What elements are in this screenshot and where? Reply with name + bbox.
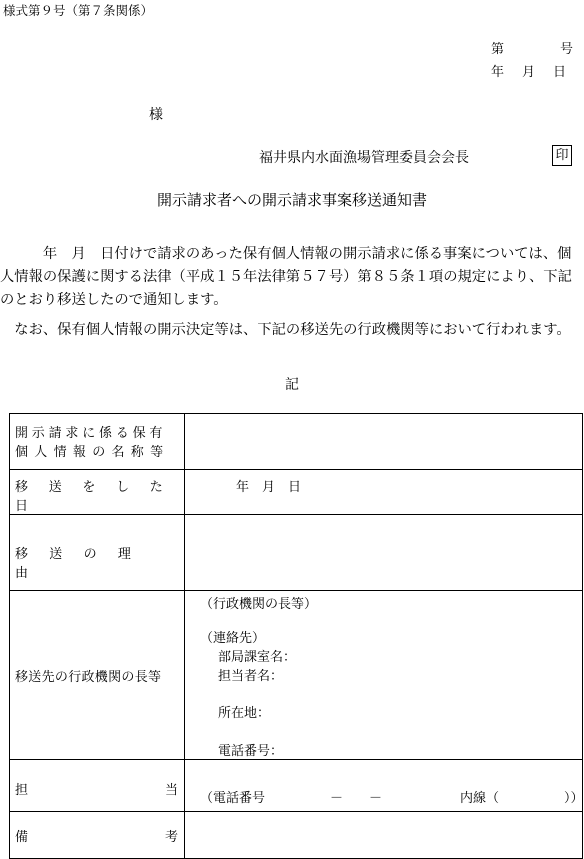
value-contact-person[interactable] xyxy=(185,760,583,812)
doc-date-month: 月 xyxy=(522,65,536,80)
doc-date-day: 日 xyxy=(553,65,567,80)
doc-number-go: 号 xyxy=(560,42,574,57)
sender-name: 福井県内水面漁場管理委員会会長 xyxy=(259,150,469,166)
body-paragraph-2: なお、保有個人情報の開示決定等は、下記の移送先の行政機関等において行われます。 xyxy=(0,322,571,338)
document-date xyxy=(491,61,566,80)
addressee-suffix: 様 xyxy=(149,107,163,123)
transfer-details-table xyxy=(9,413,583,859)
row-label-info-name xyxy=(10,414,185,470)
value-reason[interactable] xyxy=(185,515,583,591)
document-number xyxy=(491,38,573,57)
label-text: 個人情報の名称等 xyxy=(15,445,170,460)
label-text-left: 備 xyxy=(15,830,29,845)
row-label-transfer-date xyxy=(10,470,185,515)
value-destination[interactable] xyxy=(185,591,583,760)
table-row xyxy=(10,812,583,859)
form-number: 様式第９号（第７条関係） xyxy=(3,3,154,18)
contact-label: （連絡先） xyxy=(200,631,266,646)
table-row xyxy=(10,470,583,515)
label-text-right: 考 xyxy=(164,830,178,845)
label-text-left: 担 xyxy=(15,783,29,798)
doc-date-year: 年 xyxy=(491,65,505,80)
row-label-contact-person xyxy=(10,760,185,812)
label-text-right: 当 xyxy=(164,783,178,798)
label-line-2 xyxy=(10,443,184,462)
value-transfer-date[interactable] xyxy=(185,470,583,515)
row-label-reason xyxy=(10,515,185,591)
phone-field: 電話番号： xyxy=(218,744,284,759)
value-remarks[interactable] xyxy=(185,812,583,859)
seal-box: 印 xyxy=(552,145,572,166)
ki-heading: 記 xyxy=(285,377,299,393)
label-text: 開示請求に係る保有 xyxy=(15,426,167,441)
label-text: 移送先の行政機関の長等 xyxy=(15,669,162,685)
table-row xyxy=(10,414,583,470)
department-field: 部局課室名： xyxy=(218,650,297,665)
body-paragraph-1: 年 月 日付けで請求のあった保有個人情報の開示請求に係る事案については、個人情報の保護に関する法律（平成１５年法律第５７号）第８５条１項の規定により、下記のとおり移送したので通知します。 xyxy=(0,246,572,308)
doc-number-dai: 第 xyxy=(491,42,505,57)
table-row xyxy=(10,591,583,760)
date-placeholder: 年 月 日 xyxy=(236,480,302,495)
row-label-remarks xyxy=(10,812,185,859)
address-field: 所在地： xyxy=(218,706,271,721)
person-field: 担当者名： xyxy=(218,669,284,684)
value-info-name[interactable] xyxy=(185,414,583,470)
destination-head: （行政機関の長等） xyxy=(200,597,318,612)
phone-extension-line: （電話番号 － － 内線（ ）） xyxy=(200,791,584,806)
table-row xyxy=(10,760,583,812)
label-line-1 xyxy=(10,424,184,443)
label-text: 移送の理由 xyxy=(15,547,153,581)
row-label-destination xyxy=(10,591,185,760)
label-text: 移送をした日 xyxy=(15,480,184,514)
table-row xyxy=(10,515,583,591)
document-title: 開示請求者への開示請求事案移送通知書 xyxy=(156,191,427,209)
